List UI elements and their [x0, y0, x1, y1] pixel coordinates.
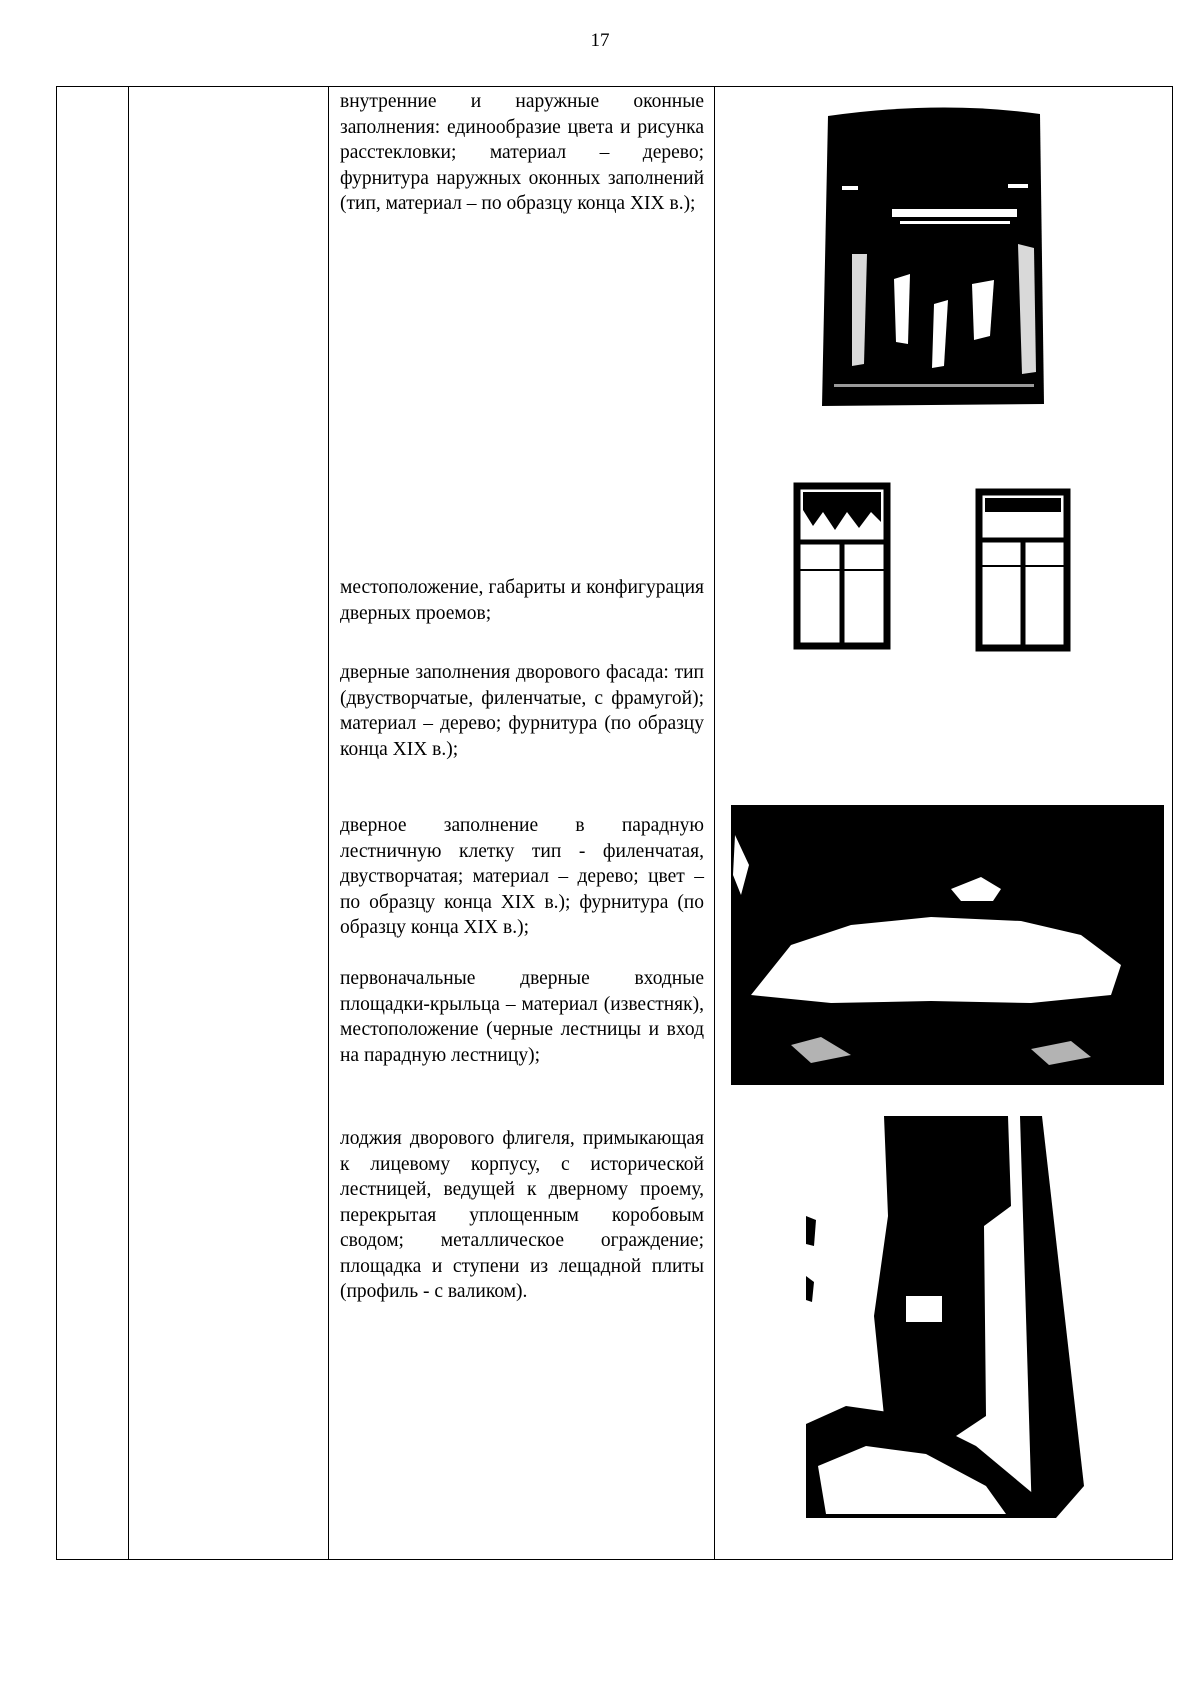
paragraph-courtyard-doors: дверные заполнения дворового фасада: тип (двустворчатые, филенчатые, с фрамугой); материал – дерево; фурнитура (по образцу конца XIX в.); — [340, 662, 704, 760]
column-divider — [714, 87, 715, 1559]
column-divider — [128, 87, 129, 1559]
paragraph-door-openings: местоположение, габариты и конфигурация дверных проемов; — [340, 577, 704, 624]
paragraph-window-fillings: внутренние и наружные оконные заполнения: единообразие цвета и рисунка расстекловки; материал – дерево; фурнитура наружных оконных заполнений (тип, материал – по образцу конца XIX в.); — [340, 91, 704, 214]
two-windows-drawing — [787, 482, 1077, 652]
paragraph-main-stair-door: дверное заполнение в парадную лестничную клетку тип - филенчатая, двустворчатая; материал – дерево; цвет – по образцу конца XIX в.); фурнитура (по образцу конца XIX в.); — [340, 815, 704, 938]
page-number: 17 — [590, 30, 610, 51]
column-divider — [328, 87, 329, 1559]
paragraph-entrance-landings: первоначальные дверные входные площадки-крыльца – материал (известняк), местоположение (черные лестницы и вход на парадную лестницу); — [340, 968, 704, 1066]
paragraph-loggia: лоджия дворового флигеля, примыкающая к лицевому корпусу, с исторической лестницей, ведущей к дверному проему, перекрытая уплощенным коробовым сводом; металлическое ограждение; площадка и ступени из лещадной плиты (профиль - с валиком). — [340, 1128, 704, 1302]
entrance-landing-photo — [731, 805, 1164, 1085]
courtyard-loggia-photo — [806, 1116, 1086, 1518]
window-interior-photo — [822, 104, 1057, 406]
